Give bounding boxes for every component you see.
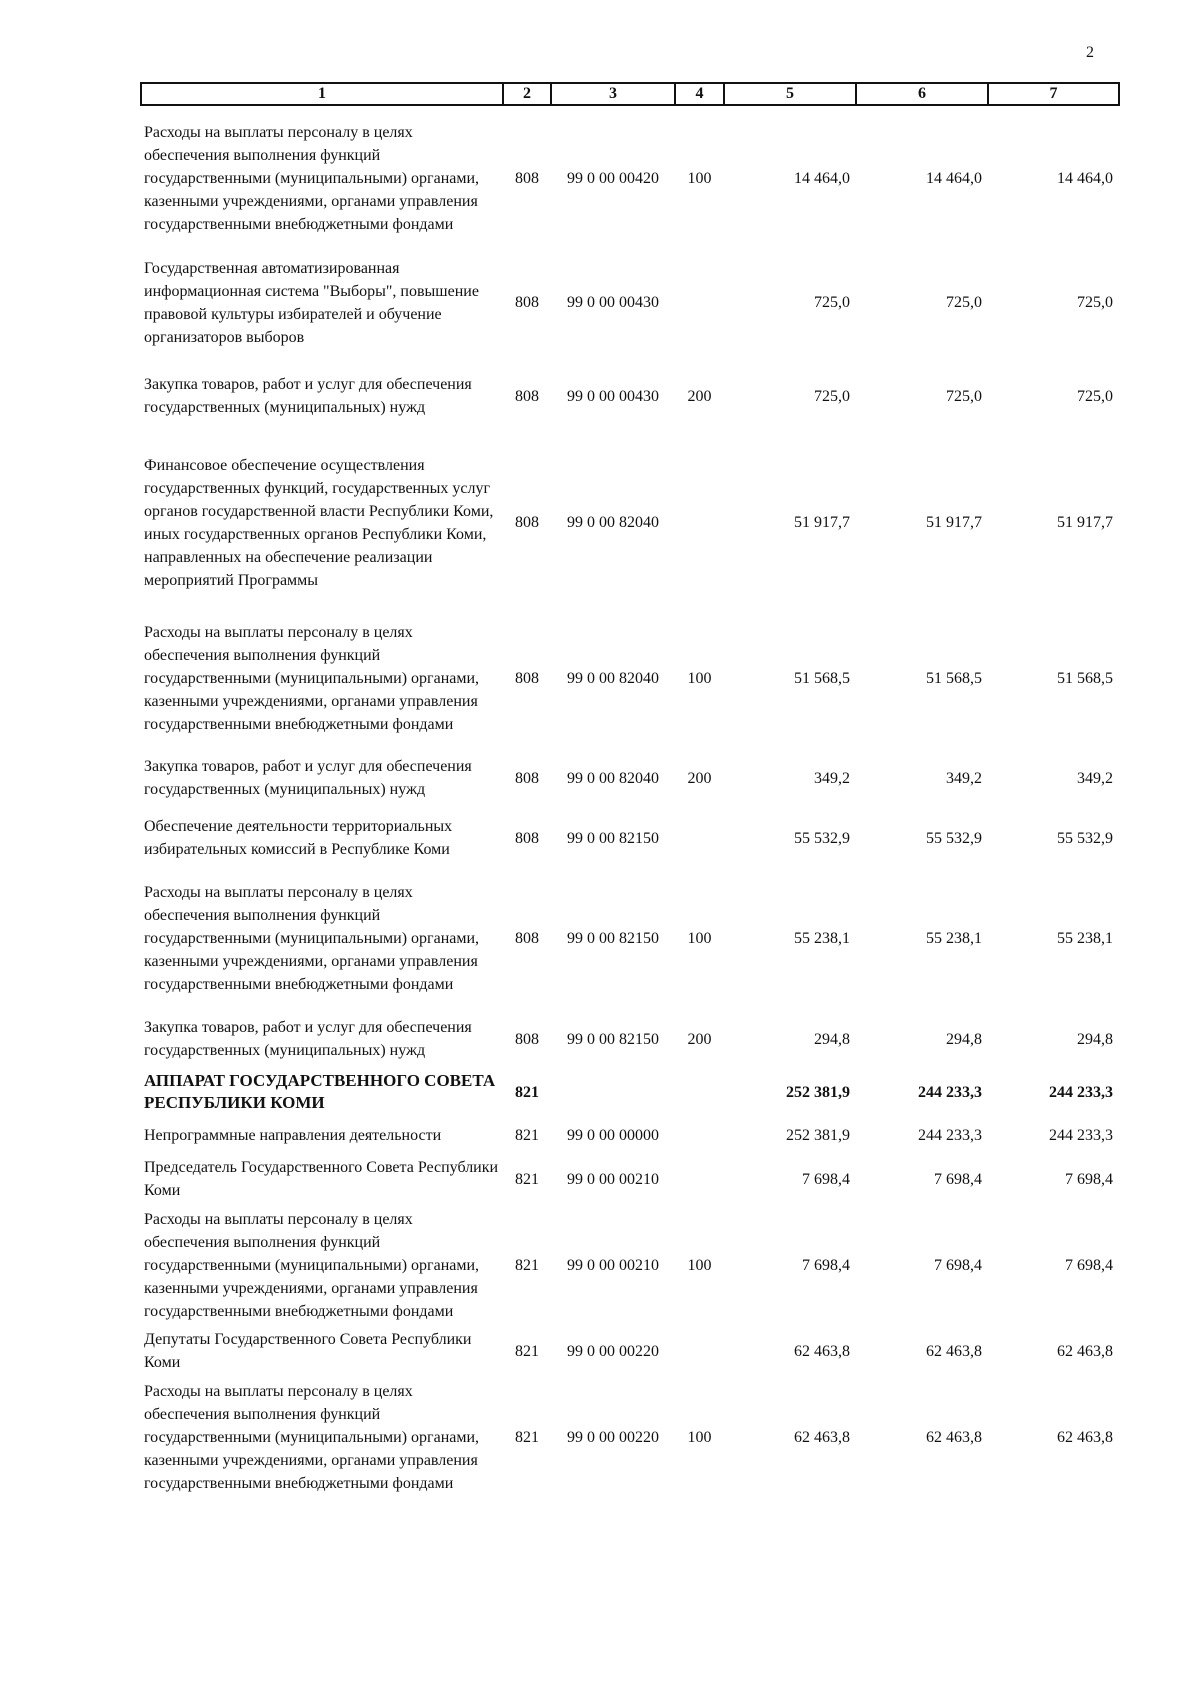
item-name: Финансовое обеспечение осуществления государственных функций, государственных услуг органов государственной власти Республики Коми, иных государственных органов Республики Коми, направленных на обеспечение реализации мероприятий Программы (144, 456, 494, 589)
item-name: Расходы на выплаты персоналу в целях обеспечения выполнения функций государственными (муниципальными) органами, казенными учреждениями, органами управления государственными внебюджетными фондами (144, 1382, 480, 1492)
target-article: 99 0 00 82150 (567, 929, 659, 947)
amount-col-6: 62 463,8 (926, 1428, 982, 1446)
amount-col-5: 252 381,9 (786, 1083, 850, 1101)
expense-type: 200 (687, 769, 712, 787)
amount-col-5: 349,2 (814, 769, 850, 787)
amount-col-6: 349,2 (946, 769, 982, 787)
target-article: 99 0 00 00430 (567, 294, 659, 311)
target-article: 99 0 00 00210 (567, 1256, 659, 1274)
ministry-code: 821 (515, 1170, 539, 1188)
expense-type: 100 (687, 1428, 712, 1446)
target-article: 99 0 00 00220 (567, 1342, 659, 1360)
amount-col-7: 725,0 (1077, 294, 1113, 311)
amount-col-6: 725,0 (946, 387, 982, 405)
table-row (141, 808, 1119, 868)
expense-type (675, 808, 724, 868)
amount-col-7: 349,2 (1077, 769, 1113, 787)
amount-col-5: 725,0 (814, 294, 850, 311)
table-row (141, 1156, 1119, 1202)
expense-type (675, 1328, 724, 1374)
table-row (141, 1328, 1119, 1374)
budget-table (140, 82, 1120, 1500)
table-row (141, 868, 1119, 1008)
table-row (141, 1374, 1119, 1500)
ministry-code: 808 (515, 169, 539, 187)
item-name: Председатель Государственного Совета Республики Коми (144, 1159, 499, 1199)
table-row (141, 748, 1119, 808)
expense-type (675, 250, 724, 355)
amount-col-5: 62 463,8 (794, 1428, 850, 1446)
amount-col-7: 14 464,0 (1057, 169, 1113, 187)
table-row (141, 250, 1119, 355)
item-name: Расходы на выплаты персоналу в целях обеспечения выполнения функций государственными (муниципальными) органами, казенными учреждениями, органами управления государственными внебюджетными фондами (144, 123, 480, 233)
expense-type (675, 1156, 724, 1202)
item-name: Закупка товаров, работ и услуг для обеспечения государственных (муниципальных) нужд (144, 758, 472, 798)
amount-col-5: 51 568,5 (794, 669, 850, 687)
item-name: Расходы на выплаты персоналу в целях обеспечения выполнения функций государственными (муниципальными) органами, казенными учреждениями, органами управления государственными внебюджетными фондами (144, 623, 480, 733)
amount-col-5: 7 698,4 (802, 1170, 850, 1188)
amount-col-5: 725,0 (814, 387, 850, 405)
page-number: 2 (1086, 44, 1094, 61)
item-name: Непрограммные направления деятельности (144, 1126, 442, 1144)
amount-col-6: 62 463,8 (926, 1342, 982, 1360)
item-name: АППАРАТ ГОСУДАРСТВЕННОГО СОВЕТА РЕСПУБЛИКИ КОМИ (144, 1071, 496, 1112)
table-body (141, 105, 1119, 1500)
ministry-code: 821 (515, 1342, 539, 1360)
table-row (141, 608, 1119, 748)
amount-col-7: 725,0 (1077, 387, 1113, 405)
item-name: Закупка товаров, работ и услуг для обеспечения государственных (муниципальных) нужд (144, 376, 472, 416)
amount-col-6: 51 917,7 (926, 514, 982, 531)
amount-col-7: 51 917,7 (1057, 514, 1113, 531)
amount-col-5: 7 698,4 (802, 1256, 850, 1274)
header-row (141, 83, 1119, 105)
ministry-code: 808 (515, 387, 539, 405)
amount-col-5: 14 464,0 (794, 169, 850, 187)
ministry-code: 808 (515, 294, 539, 311)
item-name: Депутаты Государственного Совета Республики Коми (144, 1331, 472, 1371)
item-name: Закупка товаров, работ и услуг для обеспечения государственных (муниципальных) нужд (144, 1019, 472, 1059)
target-article: 99 0 00 82150 (567, 829, 659, 847)
target-article (551, 1070, 675, 1114)
amount-col-7: 62 463,8 (1057, 1428, 1113, 1446)
ministry-code: 808 (515, 1030, 539, 1048)
amount-col-6: 7 698,4 (934, 1170, 982, 1188)
expense-type (675, 1114, 724, 1156)
amount-col-7: 51 568,5 (1057, 669, 1113, 687)
ministry-code: 808 (515, 829, 539, 847)
amount-col-5: 55 238,1 (794, 929, 850, 947)
amount-col-6: 14 464,0 (926, 169, 982, 187)
amount-col-5: 252 381,9 (786, 1126, 850, 1144)
ministry-code: 821 (515, 1428, 539, 1446)
table-row (141, 355, 1119, 437)
header-col-4: 4 (675, 83, 724, 105)
target-article: 99 0 00 00220 (567, 1428, 659, 1446)
target-article: 99 0 00 82040 (567, 669, 659, 687)
target-article: 99 0 00 82040 (567, 769, 659, 787)
item-name: Расходы на выплаты персоналу в целях обеспечения выполнения функций государственными (муниципальными) органами, казенными учреждениями, органами управления государственными внебюджетными фондами (144, 1210, 480, 1320)
amount-col-7: 62 463,8 (1057, 1342, 1113, 1360)
amount-col-5: 294,8 (814, 1030, 850, 1048)
table-row (141, 1008, 1119, 1070)
table-header (141, 83, 1119, 105)
amount-col-5: 51 917,7 (794, 514, 850, 531)
ministry-code: 808 (515, 769, 539, 787)
target-article: 99 0 00 82040 (567, 514, 659, 531)
expense-type: 100 (687, 169, 712, 187)
item-name: Государственная автоматизированная информационная система "Выборы", повышение правовой культуры избирателей и обучение организаторов выборов (144, 259, 479, 346)
header-col-3: 3 (551, 83, 675, 105)
table-row (141, 1070, 1119, 1114)
ministry-code: 808 (515, 669, 539, 687)
amount-col-7: 55 238,1 (1057, 929, 1113, 947)
table-row (141, 105, 1119, 250)
table-row (141, 1114, 1119, 1156)
table-row (141, 437, 1119, 608)
amount-col-6: 294,8 (946, 1030, 982, 1048)
item-name: Расходы на выплаты персоналу в целях обеспечения выполнения функций государственными (муниципальными) органами, казенными учреждениями, органами управления государственными внебюджетными фондами (144, 883, 480, 993)
expense-type (675, 437, 724, 608)
amount-col-6: 725,0 (946, 294, 982, 311)
amount-col-6: 51 568,5 (926, 669, 982, 687)
header-col-5: 5 (724, 83, 856, 105)
header-col-2: 2 (503, 83, 551, 105)
ministry-code: 808 (515, 929, 539, 947)
target-article: 99 0 00 00420 (567, 169, 659, 187)
expense-type: 200 (687, 1030, 712, 1048)
expense-type: 100 (687, 669, 712, 687)
expense-type: 100 (687, 1256, 712, 1274)
table-row (141, 1202, 1119, 1328)
amount-col-7: 55 532,9 (1057, 829, 1113, 847)
ministry-code: 821 (515, 1126, 539, 1144)
amount-col-6: 55 532,9 (926, 829, 982, 847)
amount-col-5: 62 463,8 (794, 1342, 850, 1360)
header-col-7: 7 (988, 83, 1119, 105)
ministry-code: 808 (515, 514, 539, 531)
amount-col-6: 55 238,1 (926, 929, 982, 947)
ministry-code: 821 (515, 1256, 539, 1274)
header-col-6: 6 (856, 83, 988, 105)
amount-col-6: 244 233,3 (918, 1083, 982, 1101)
expense-type: 100 (687, 929, 712, 947)
target-article: 99 0 00 82150 (567, 1030, 659, 1048)
expense-type (675, 1070, 724, 1114)
amount-col-7: 244 233,3 (1049, 1126, 1113, 1144)
amount-col-5: 55 532,9 (794, 829, 850, 847)
expense-type: 200 (687, 387, 712, 405)
target-article: 99 0 00 00210 (567, 1170, 659, 1188)
amount-col-7: 244 233,3 (1049, 1083, 1113, 1101)
amount-col-7: 7 698,4 (1065, 1170, 1113, 1188)
target-article: 99 0 00 00430 (567, 387, 659, 405)
amount-col-6: 244 233,3 (918, 1126, 982, 1144)
target-article: 99 0 00 00000 (567, 1126, 659, 1144)
amount-col-6: 7 698,4 (934, 1256, 982, 1274)
header-col-1: 1 (141, 83, 503, 105)
item-name: Обеспечение деятельности территориальных избирательных комиссий в Республике Коми (144, 818, 453, 858)
ministry-code: 821 (515, 1083, 539, 1101)
amount-col-7: 7 698,4 (1065, 1256, 1113, 1274)
amount-col-7: 294,8 (1077, 1030, 1113, 1048)
